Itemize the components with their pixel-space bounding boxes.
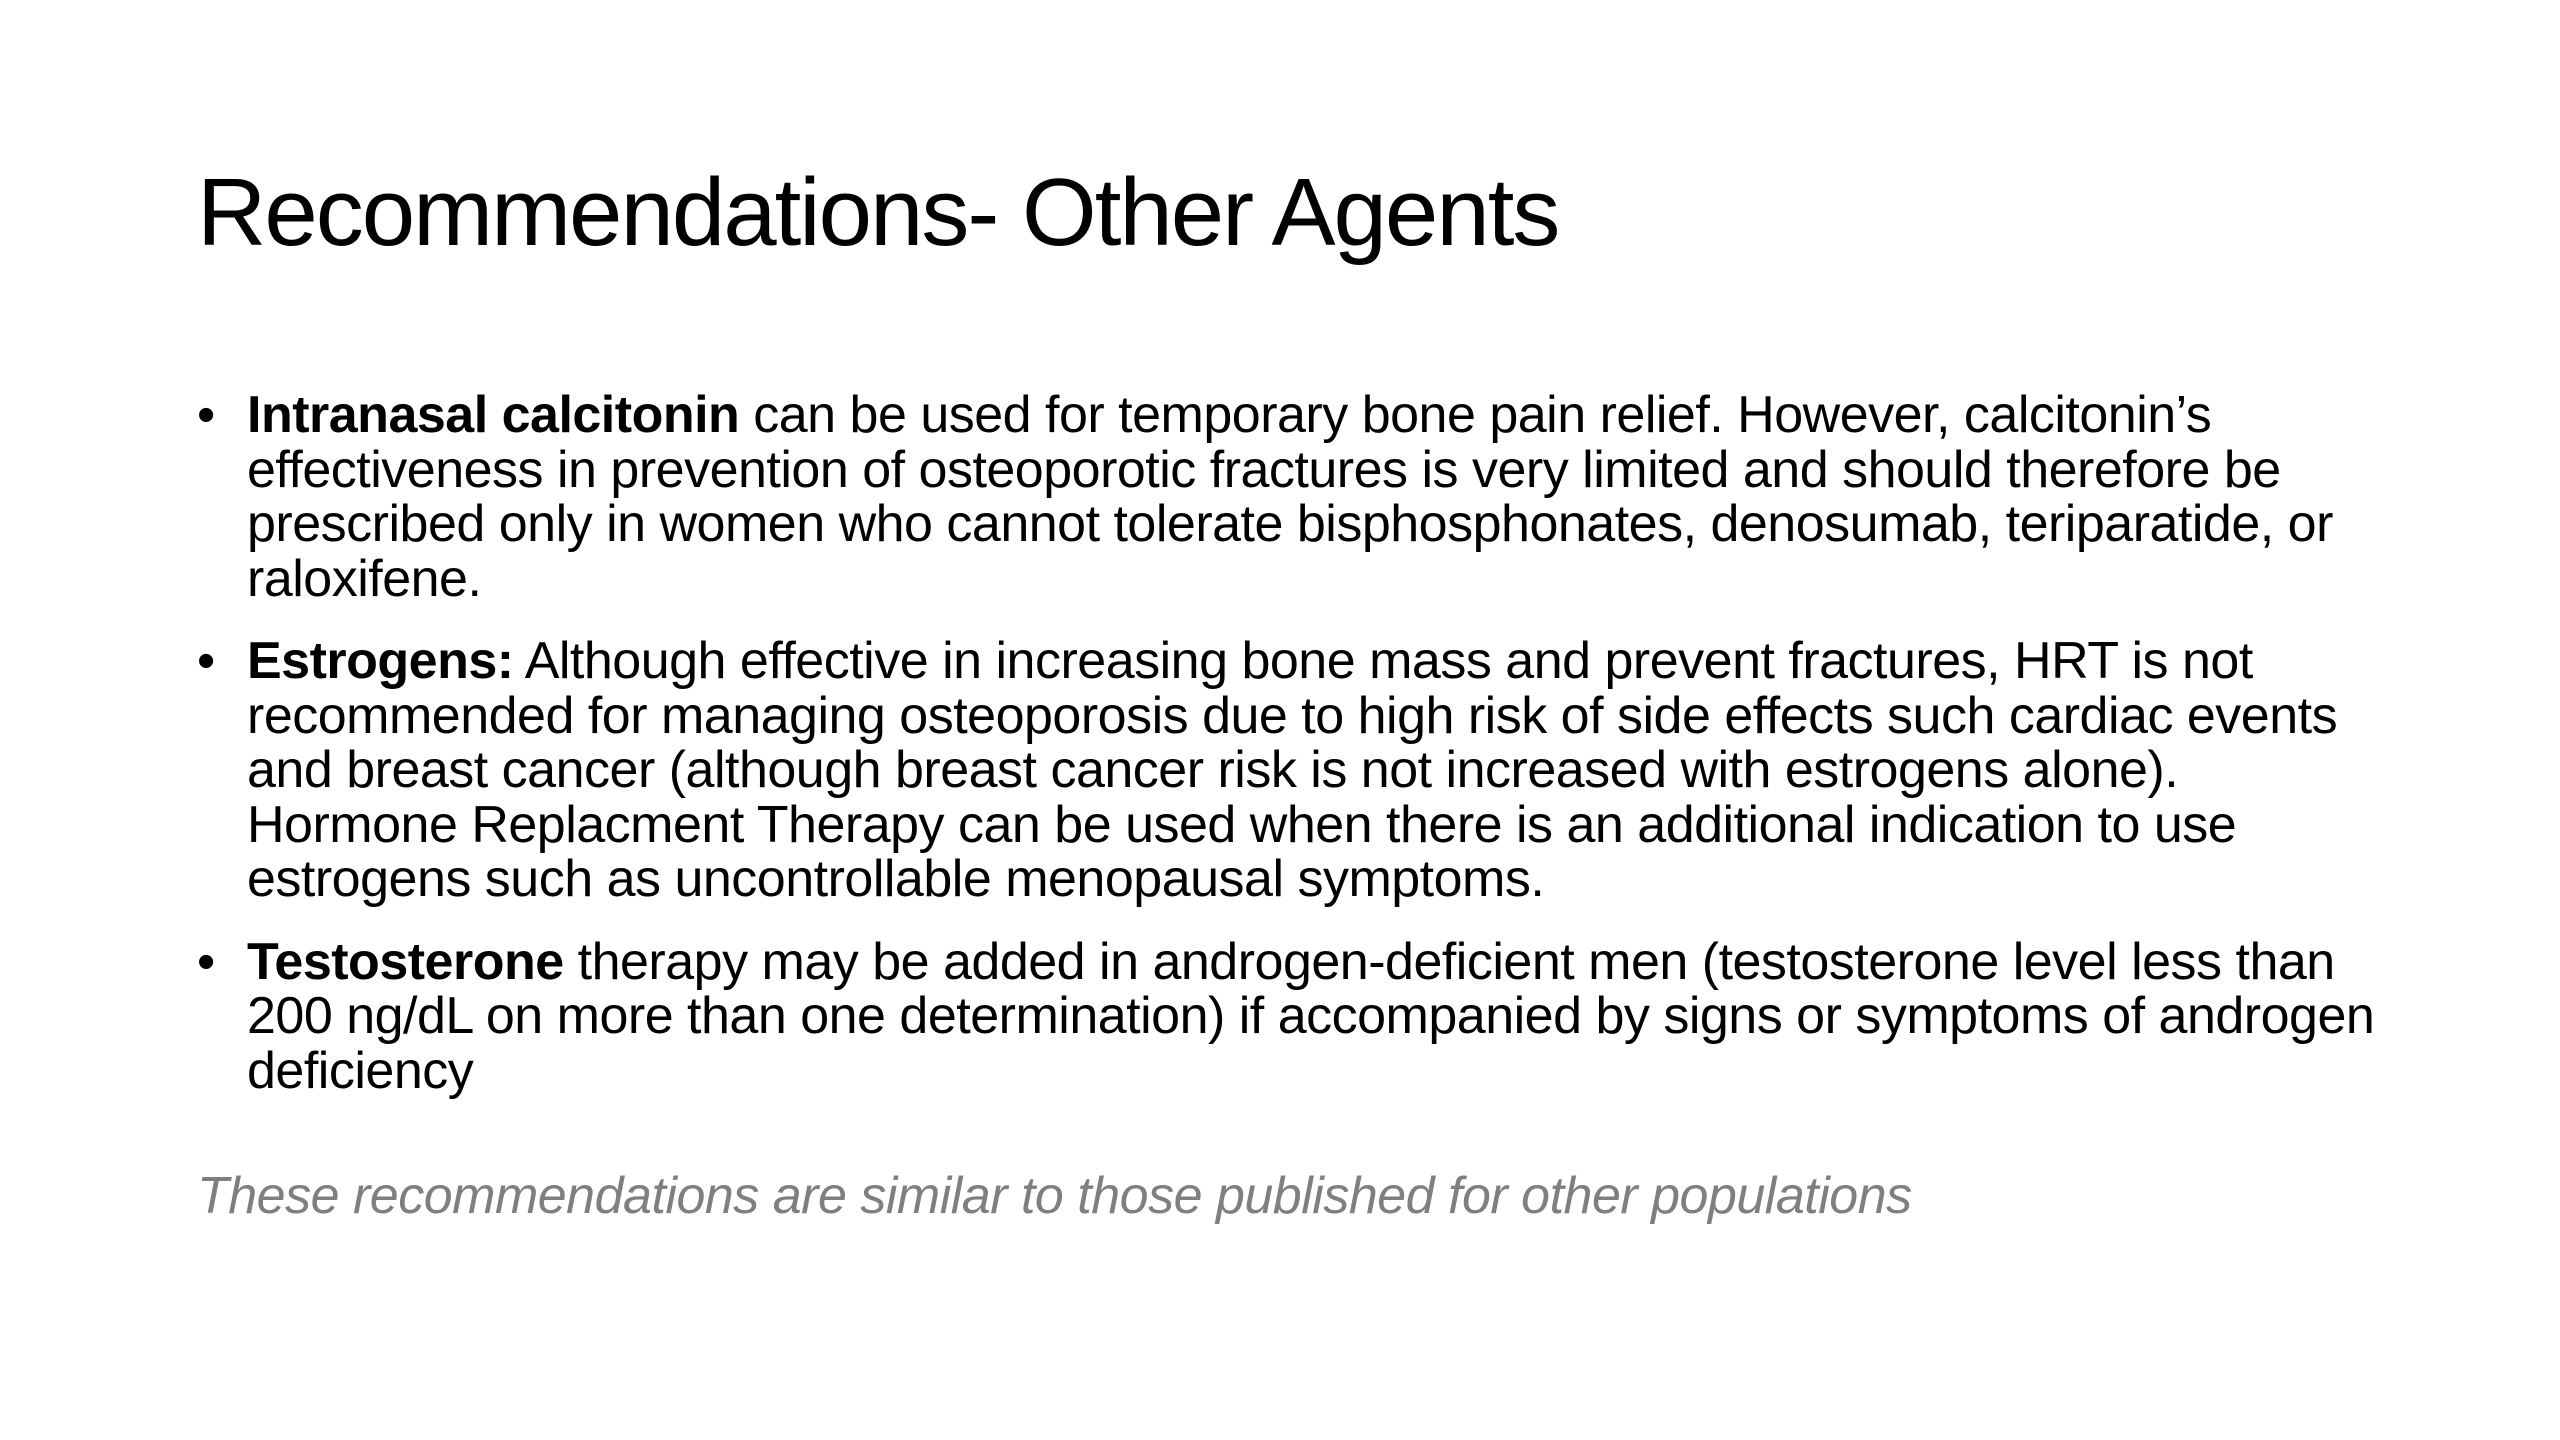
bullet-dot-icon: •: [197, 932, 215, 991]
bullet-text-testosterone: therapy may be added in androgen-deficient men (testosterone level less than 200 ng/dL on more than one determination) if accompanied by signs or symptoms of androgen deficiency: [247, 932, 2375, 1100]
bullet-item-testosterone: [197, 932, 2397, 1100]
slide-title: Recommendations- Other Agents: [197, 159, 1559, 266]
bullet-text-estrogens: Although effective in increasing bone mass and prevent fractures, HRT is not recommended for managing osteoporosis due to high risk of side effects such cardiac events and breast cancer (although breast cancer risk is not increased with estrogens alone). Hormone Replacment Therapy can be used when there is an additional indication to use estrogens such as uncontrollable menopausal symptoms.: [247, 632, 2338, 908]
footnote: These recommendations are similar to those published for other populations: [197, 1167, 1912, 1225]
bullet-lead-estrogens: Estrogens:: [247, 632, 514, 690]
bullet-item-calcitonin: [197, 388, 2397, 606]
bullet-lead-calcitonin: Intranasal calcitonin: [247, 386, 740, 444]
bullet-item-estrogens: [197, 634, 2397, 907]
bullet-dot-icon: •: [197, 632, 215, 690]
bullet-dot-icon: •: [197, 386, 215, 444]
bullet-list: [197, 388, 2397, 1126]
bullet-text-calcitonin: can be used for temporary bone pain relief. However, calcitonin’s effectiveness in prevention of osteoporotic fractures is very limited and should therefore be prescribed only in women who cannot tolerate bisphosphonates, denosumab, teriparatide, or raloxifene.: [247, 386, 2333, 608]
bullet-lead-testosterone: Testosterone: [247, 932, 564, 991]
